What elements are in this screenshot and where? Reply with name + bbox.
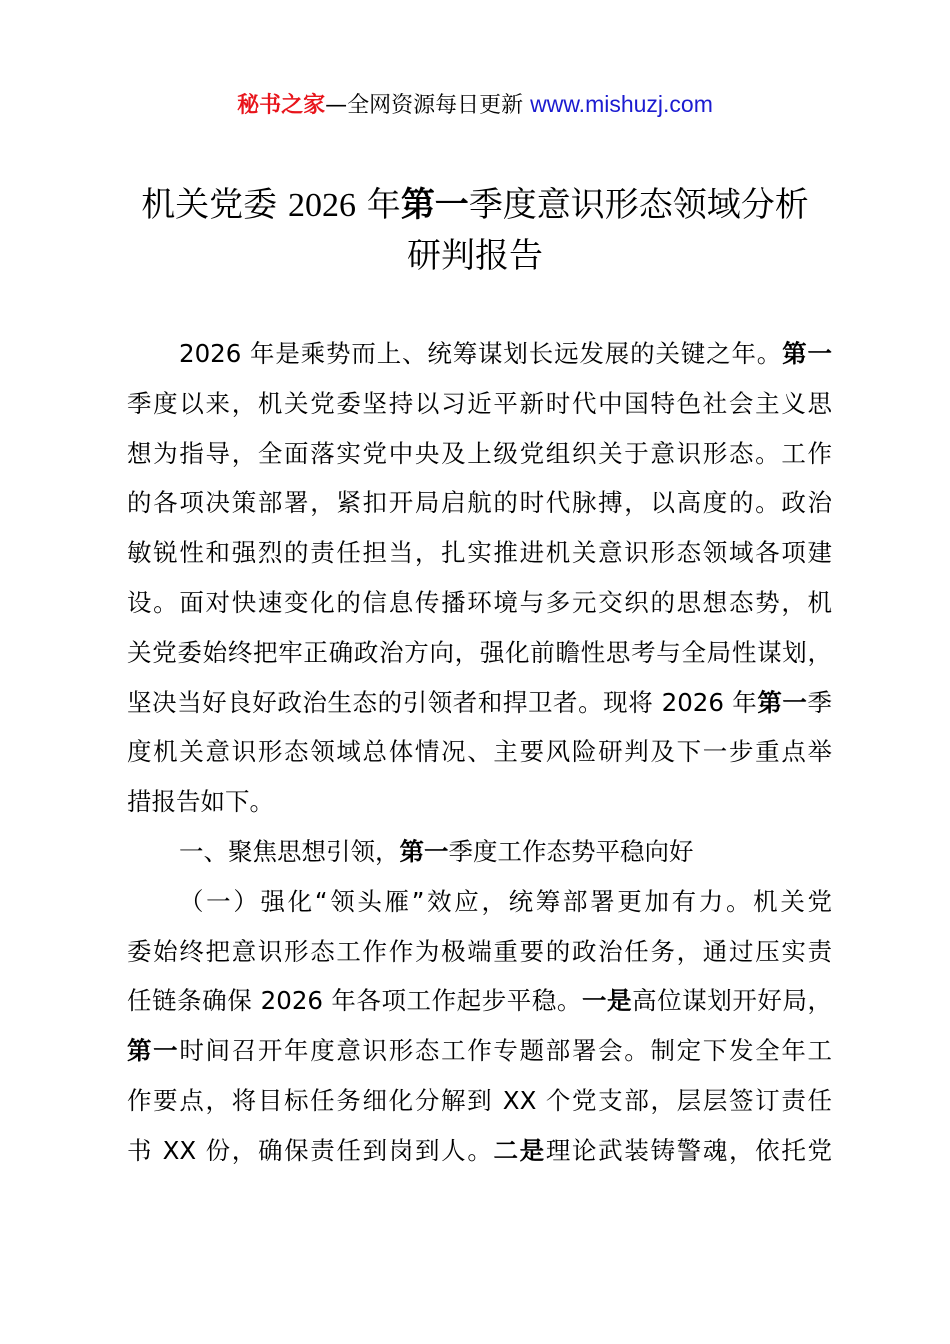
text: 时间召开年度意识形态工作专题部署会。制定下发全年工: [179, 1036, 833, 1066]
text: 度机关意识形态领域总体情况、主要风险研判及下一步重点举: [127, 737, 832, 767]
body-line: [127, 976, 832, 1026]
body-line: [127, 429, 832, 479]
body-line: [127, 877, 832, 927]
body-line: [127, 1126, 832, 1176]
text: 季度工作态势平稳向好: [448, 836, 694, 866]
title-text: 机关党委: [141, 185, 288, 225]
text: 坚决当好良好政治生态的引领者和捍卫者。现将 2026 年: [127, 687, 758, 717]
text: 高位谋划开好局，: [632, 986, 832, 1016]
title-text: 年: [356, 185, 401, 225]
body-line: [127, 777, 832, 827]
site-banner: [0, 88, 950, 122]
body-line: [127, 578, 832, 628]
body-line: [127, 379, 832, 429]
title-year: 2026: [288, 187, 356, 224]
text: 的各项决策部署，紧扣开局启航的时代脉搏，以高度的。政治: [127, 488, 832, 518]
body-line: [127, 727, 832, 777]
bold-text: 第一: [399, 836, 449, 866]
text: 书 XX 份，确保责任到岗到人。: [127, 1135, 494, 1165]
text: 季: [807, 687, 832, 717]
site-slogan: —全网资源每日更新: [325, 93, 531, 118]
text: 一、聚焦思想引领，: [179, 836, 400, 866]
title-line-1: [0, 180, 950, 231]
document-body: [127, 329, 832, 1176]
site-url-link[interactable]: www.mishuzj.com: [530, 91, 713, 117]
body-line: [127, 678, 832, 728]
document-title: [0, 180, 950, 281]
body-line: [127, 1076, 832, 1126]
text: 委始终把意识形态工作作为极端重要的政治任务，通过压实责: [127, 936, 832, 966]
text: 任链条确保 2026 年各项工作起步平稳。: [127, 986, 582, 1016]
section-heading: [127, 827, 832, 877]
body-line: [127, 1026, 832, 1076]
body-line: [127, 528, 832, 578]
bold-text: 一是: [581, 986, 633, 1016]
title-line-2: 研判报告: [407, 236, 543, 276]
text: 想为指导，全面落实党中央及上级党组织关于意识形态。工作: [127, 438, 832, 468]
text: 2026 年是乘势而上、统筹谋划长远发展的关键之年。: [179, 339, 783, 368]
site-brand: 秘书之家: [237, 93, 326, 118]
bold-text: 第一: [782, 339, 832, 368]
text: 季度以来，机关党委坚持以习近平新时代中国特色社会主义思: [127, 388, 832, 418]
body-line: [127, 329, 832, 379]
body-line: [127, 478, 832, 528]
bold-text: 第一: [757, 687, 808, 717]
text: 敏锐性和强烈的责任担当，扎实推进机关意识形态领域各项建: [127, 538, 832, 568]
body-line: [127, 927, 832, 977]
text: 理论武装铸警魂，依托党: [545, 1135, 832, 1165]
text: 措报告如下。: [127, 787, 274, 817]
bold-text: 第一: [127, 1036, 180, 1066]
text: 作要点，将目标任务细化分解到 XX 个党支部，层层签订责任: [127, 1085, 832, 1115]
body-line: [127, 628, 832, 678]
bold-text: 二是: [493, 1135, 546, 1165]
text: 关党委始终把牢正确政治方向，强化前瞻性思考与全局性谋划，: [127, 637, 832, 667]
title-text: 季度意识形态领域分析: [468, 185, 809, 225]
text: 设。面对快速变化的信息传播环境与多元交织的思想态势，机: [127, 587, 832, 617]
title-bold-text: 第一: [400, 185, 469, 225]
text: （一）强化“领头雁”效应，统筹部署更加有力。机关党: [179, 886, 832, 916]
